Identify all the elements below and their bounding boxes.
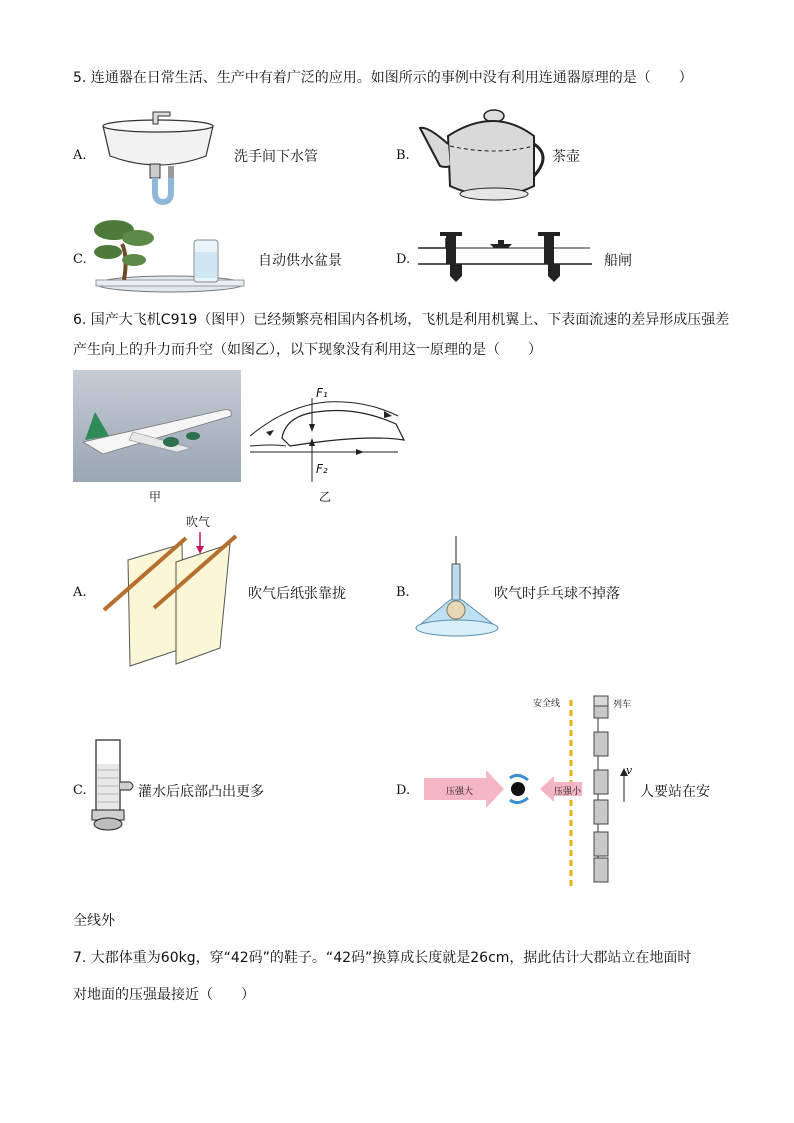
sink-drain-figure <box>98 104 218 206</box>
q5-option-a-text: 洗手间下水管 <box>234 149 318 165</box>
q6-option-d-letter[interactable]: D. <box>396 783 411 798</box>
q6-option-c-text: 灌水后底部凸出更多 <box>138 784 264 800</box>
train-label: 列车 <box>613 700 632 710</box>
q6-option-a-letter[interactable]: A. <box>73 585 87 600</box>
ship-lock-figure <box>416 228 592 284</box>
q5-option-c-letter[interactable]: C. <box>73 252 87 267</box>
q6-option-a-text: 吹气后纸张靠拢 <box>248 586 346 602</box>
q7-stem-line2: 对地面的压强最接近（ ） <box>73 987 255 1003</box>
force-f2-label: F₂ <box>316 462 328 476</box>
safety-line-label: 安全线 <box>533 699 561 709</box>
paper-sheets-figure <box>100 530 240 670</box>
figure-jia-caption: 甲 <box>149 490 162 504</box>
q5-option-d-text: 船闸 <box>604 253 632 269</box>
q5-stem: 5. 连通器在日常生活、生产中有着广泛的应用。如图所示的事例中没有利用连通器原理的是（ ） <box>73 70 693 86</box>
q5-option-c-text: 自动供水盆景 <box>258 253 342 269</box>
q6-stem-line1: 6. 国产大飞机C919（图甲）已经频繁亮相国内各机场，飞机是利用机翼上、下表面流速的差异形成压强差 <box>73 312 730 328</box>
high-pressure-label: 压强大 <box>446 787 474 797</box>
water-tube-figure <box>90 738 138 834</box>
teapot-figure <box>418 106 540 206</box>
funnel-ball-figure <box>414 536 500 644</box>
blow-air-label: 吹气 <box>186 515 211 529</box>
force-f1-label: F₁ <box>316 386 328 400</box>
q6-option-c-letter[interactable]: C. <box>73 783 87 798</box>
q6-option-b-letter[interactable]: B. <box>396 585 410 600</box>
q5-option-a-letter[interactable]: A. <box>73 148 87 163</box>
figure-yi-caption: 乙 <box>319 490 332 504</box>
c919-plane-photo <box>73 370 241 482</box>
q6-option-d-text: 人要站在安 <box>640 784 710 800</box>
q6-option-d-continuation: 全线外 <box>73 913 115 929</box>
q5-option-b-letter[interactable]: B. <box>396 148 410 163</box>
q5-option-b-text: 茶壶 <box>552 149 580 165</box>
bonsai-water-figure <box>94 216 246 298</box>
q6-option-b-text: 吹气时乒乓球不掉落 <box>494 586 620 602</box>
q7-stem-line1: 7. 大郡体重为60kg，穿“42码”的鞋子。“42码”换算成长度就是26cm，据此估计大郡站立在地面时 <box>73 950 692 966</box>
velocity-label: v <box>626 764 633 777</box>
q6-stem-line2: 产生向上的升力而升空（如图乙），以下现象没有利用这一原理的是（ ） <box>73 342 542 358</box>
q5-option-d-letter[interactable]: D. <box>396 252 411 267</box>
low-pressure-label: 压强小 <box>554 787 582 797</box>
